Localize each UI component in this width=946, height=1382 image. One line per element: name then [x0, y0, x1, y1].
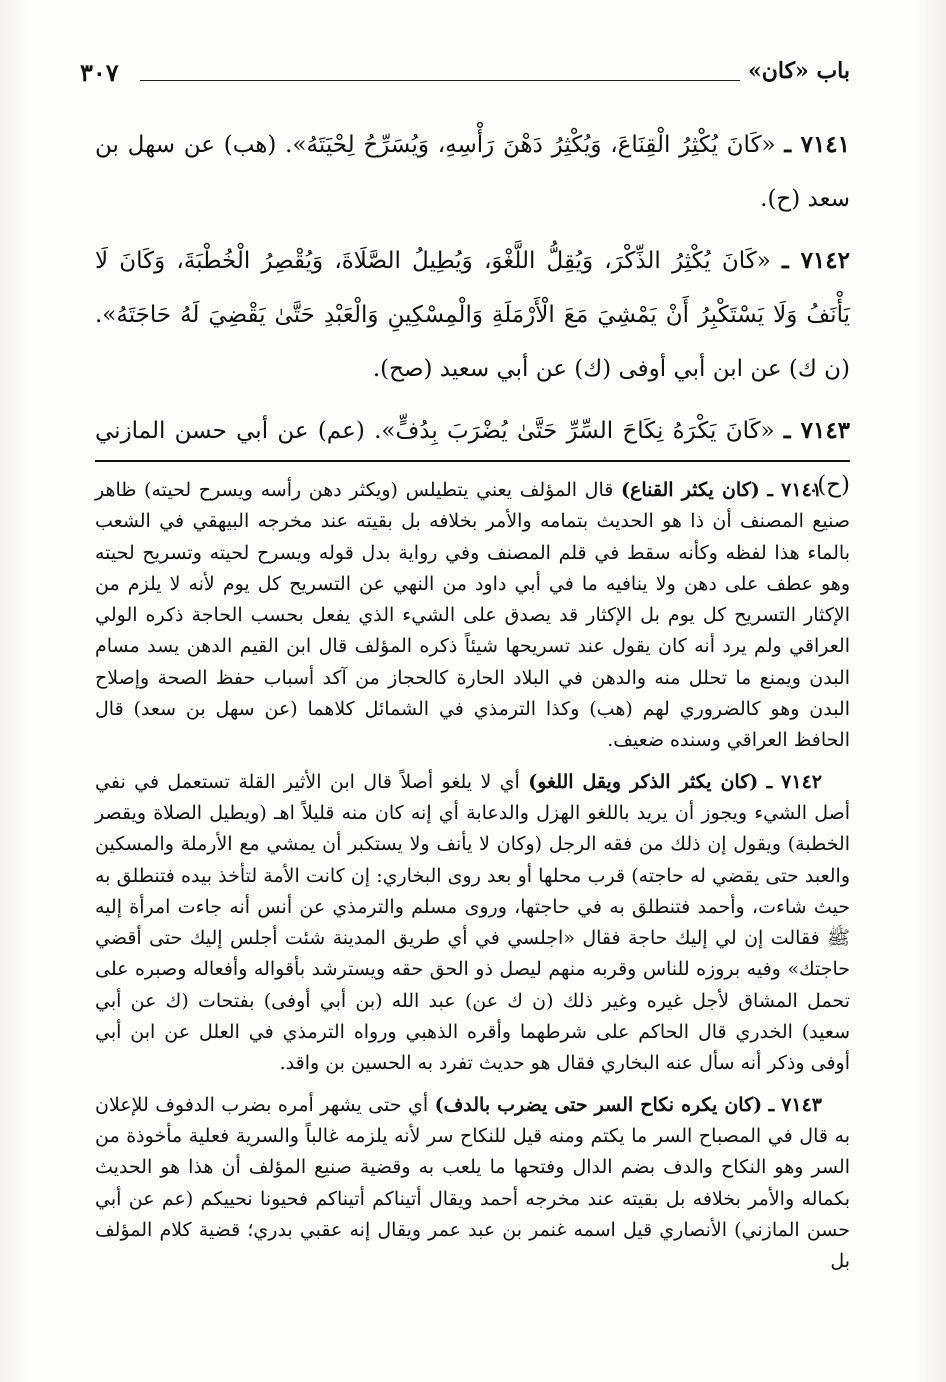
commentary-entry-7143: [95, 1090, 850, 1278]
commentary-number: ٧١٤٣ ـ: [768, 1093, 823, 1116]
hadith-number: ٧١٤١ ـ: [784, 131, 851, 158]
page-number: ٣٠٧: [80, 58, 119, 87]
commentary-entry-7141: [95, 475, 850, 757]
commentary-lead: (كان يكثر القناع): [621, 479, 760, 501]
hadith-text: «كَانَ يُكْثِرُ الذِّكْرَ، وَيُقِلُّ اللَّغْوَ، وَيُطِيلُ الصَّلَاةَ، وَيُقْصِرُ الْخُطْبَةَ، وَكَانَ لَا يَأْنَفُ وَلَا يَسْتَكْبِرُ أَنْ يَمْشِيَ مَعَ الْأَرْمَلَةِ وَالْمِسْكِينِ وَالْعَبْدِ حَتَّىٰ يَقْضِيَ لَهُ حَاجَتَهُ». (ن ك) عن ابن أبي أوفى (ك) عن أبي سعيد (صح).: [95, 248, 850, 382]
hadith-entry-7142: [95, 234, 850, 396]
commentary-lead: (كان يكره نكاح السر حتى يضرب بالدف): [434, 1093, 763, 1116]
hadith-text: «كَانَ يَكْرَهُ نِكَاحَ السِّرِّ حَتَّىٰ يُضْرَبَ بِدُفٍّ». (عم) عن أبي حسن المازني (ح).: [95, 418, 850, 498]
header-rule: [140, 80, 740, 81]
commentary-number: ٧١٤١ ـ: [767, 479, 822, 501]
hadith-number: ٧١٤٢ ـ: [781, 247, 850, 274]
commentary-text: قال المؤلف يعني يتطيلس (ويكثر دهن رأسه ويسرح لحيته) ظاهر صنيع المصنف أن ذا هو الحديث بتمامه والأمر بخلافه بل بقيته عند مخرجه البيهقي في الشعب بالماء هذا لفظه وكأنه سقط في قلم المصنف وفي رواية بدل قوله ويسرح لحيته وتسريح لحيته وهو عطف على دهن ولا ينافيه ما في أبي داود من النهي عن التسريح كل يوم لأنه لا يلزم من الإكثار التسريح كل يوم بل الإكثار قد يصدق على الشيء الذي يفعل بحسب الحاجة ذكره الولي العراقي ولم يرد أنه كان يقول عند تسريحها شيئاً ذكره المؤلف قال ابن القيم الدهن يسد مسام البدن ويمنع ما تحلل منه والدهن في البلاد الحارة كالحجاز من آكد أسباب حفظ الصحة وإصلاح البدن وهو كالضروري لهم (هب) وكذا الترمذي في الشمائل كلاهما (عن سهل بن سعد) قال الحافظ العراقي وسنده ضعيف.: [95, 479, 850, 752]
hadith-entry-7141: [95, 118, 850, 226]
commentary-section: [95, 475, 850, 1287]
hadith-number: ٧١٤٣ ـ: [783, 417, 851, 444]
commentary-text: أي لا يلغو أصلاً قال ابن الأثير القلة تستعمل في نفي أصل الشيء ويجوز أن يريد باللغو الهزل والدعابة أي إنه كان منه قليلاً اهـ (ويطيل الصلاة ويقصر الخطبة) ويقول إن ذلك من فقه الرجل (وكان لا يأنف ولا يستكبر أن يمشي مع الأرملة والمسكين والعبد حتى يقضي له حاجته) قرب محلها أو بعد روى البخاري: إن كانت الأمة لتأخذ بيده فتنطلق به حيث شاءت، وأحمد فتنطلق به في حاجتها، وروى مسلم والترمذي عن أنس أنه جاءت امرأة إليه ﷺ فقالت إن لي إليك حاجة فقال «اجلسي في أي طريق المدينة شئت أجلس إليك حتى أقضي حاجتك» وفيه بروزه للناس وقربه منهم ليصل ذو الحق حقه ويسترشد بأقواله وأفعاله وصبره على تحمل المشاق لأجل غيره وغير ذلك (ن ك عن) عبد الله (بن أبي أوفى) بفتحات (ك عن أبي سعيد) الخدري قال الحاكم على شرطهما وأقره الذهبي ورواه الترمذي في العلل عن ابن أبي أوفى وذكر أنه سأل عنه البخاري فقال هو حديث تفرد به الحسين بن واقد.: [95, 770, 850, 1075]
hadith-text: «كَانَ يُكْثِرُ الْقِنَاعَ، وَيُكْثِرُ دَهْنَ رَأْسِهِ، وَيُسَرِّحُ لِحْيَتَهُ». (هب) عن سهل بن سعد (ح).: [95, 132, 850, 212]
page-header: [80, 58, 850, 98]
commentary-entry-7142: [95, 767, 850, 1080]
commentary-number: ٧١٤٢ ـ: [766, 770, 822, 793]
commentary-lead: (كان يكثر الذكر ويقل اللغو): [528, 770, 759, 793]
section-divider: [95, 460, 850, 462]
running-title: باب «كان»: [747, 58, 850, 84]
commentary-text: أي حتى يشهر أمره بضرب الدفوف للإعلان به قال في المصباح السر ما يكتم ومنه قيل للنكاح سر لأنه يلزمه غالباً والسرية فعلية مأخوذة من السر وهو النكاح والدف بضم الدال وفتحها ما يلعب به وقضية صنيع المؤلف أن هذا هو الحديث بكماله والأمر بخلافه بل بقيته عند مخرجه أحمد ويقال أتيناكم أتيناكم فحيونا نحييكم (عم عن أبي حسن المازني) الأنصاري قيل اسمه غنمر بن عبد عمر ويقال إنه عقبي بدري؛ قضية كلام المؤلف بل: [95, 1093, 850, 1273]
